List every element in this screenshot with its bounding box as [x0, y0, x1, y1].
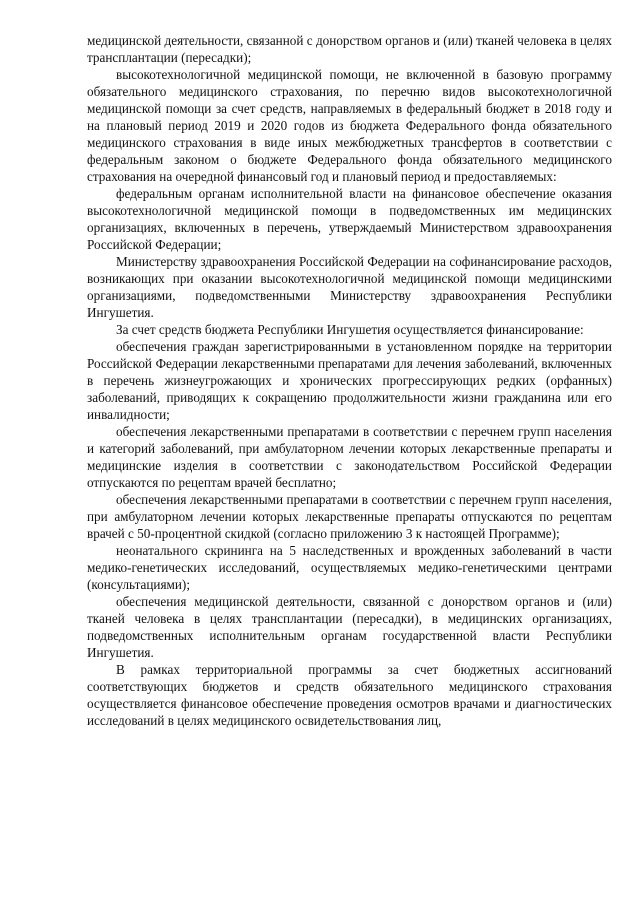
- paragraph-republic-budget: За счет средств бюджета Республики Ингушетия осуществляется финансирование:: [116, 322, 584, 337]
- paragraph-organ-donation: обеспечения медицинской деятельности, связанной с донорством органов и (или) тканей человека в целях трансплантации (пересадки), в медицинских организациях, подведомственных исполнительным органам государственной власти Республики Ингушетия.: [87, 594, 612, 660]
- paragraph-continuation: медицинской деятельности, связанной с донорством органов и (или) тканей человека в целях трансплантации (пересадки);: [87, 33, 612, 65]
- paragraph-neonatal-screening: неонатального скрининга на 5 наследственных и врожденных заболеваний в части медико-генетических исследований, осуществляемых медико-генетическими центрами (консультациями);: [87, 543, 612, 592]
- paragraph-free-prescriptions: обеспечения лекарственными препаратами в соответствии с перечнем групп населения и категорий заболеваний, при амбулаторном лечении которых лекарственные препараты и медицинские изделия в соответствии с законодательством Российской Федерации отпускаются по рецептам врачей бесплатно;: [87, 424, 612, 490]
- paragraph-high-tech-care: высокотехнологичной медицинской помощи, не включенной в базовую программу обязательного медицинского страхования, по перечню видов высокотехнологичной медицинской помощи за счет средств, направляемых в федеральный бюджет в 2018 году и на плановый период 2019 и 2020 годов из бюджета Федерального фонда обязательного медицинского страхования в виде иных межбюджетных трансфертов в соответствии с федеральным законом о бюджете Федерального фонда обязательного медицинского страхования на очередной финансовый год и плановый период и предоставляемых:: [87, 67, 612, 184]
- paragraph-discount-prescriptions: обеспечения лекарственными препаратами в соответствии с перечнем групп населения, при амбулаторном лечении которых лекарственные препараты отпускаются по рецептам врачей с 50-процентной скидкой (согласно приложению 3 к настоящей Программе);: [87, 492, 612, 541]
- paragraph-federal-agencies: федеральным органам исполнительной власти на финансовое обеспечение оказания высокотехнологичной медицинской помощи в подведомственных им медицинских организациях, включенных в перечень, утверждаемый Министерством здравоохранения Российской Федерации;: [87, 186, 612, 252]
- paragraph-ministry-cofinancing: Министерству здравоохранения Российской Федерации на софинансирование расходов, возникающих при оказании высокотехнологичной медицинской помощи медицинскими организациями, подведомственными Министерству здравоохранения Республики Ингушетия.: [87, 254, 612, 320]
- paragraph-orphan-drugs: обеспечения граждан зарегистрированными в установленном порядке на территории Российской Федерации лекарственными препаратами для лечения заболеваний, включенных в перечень жизнеугрожающих и хронических прогрессирующих редких (орфанных) заболеваний, приводящих к сокращению продолжительности жизни гражданина или его инвалидности;: [87, 339, 612, 422]
- paragraph-medical-examinations: В рамках территориальной программы за счет бюджетных ассигнований соответствующих бюджетов и средств обязательного медицинского страхования осуществляется финансовое обеспечение проведения осмотров врачами и диагностических исследований в целях медицинского освидетельствования лиц,: [87, 662, 612, 728]
